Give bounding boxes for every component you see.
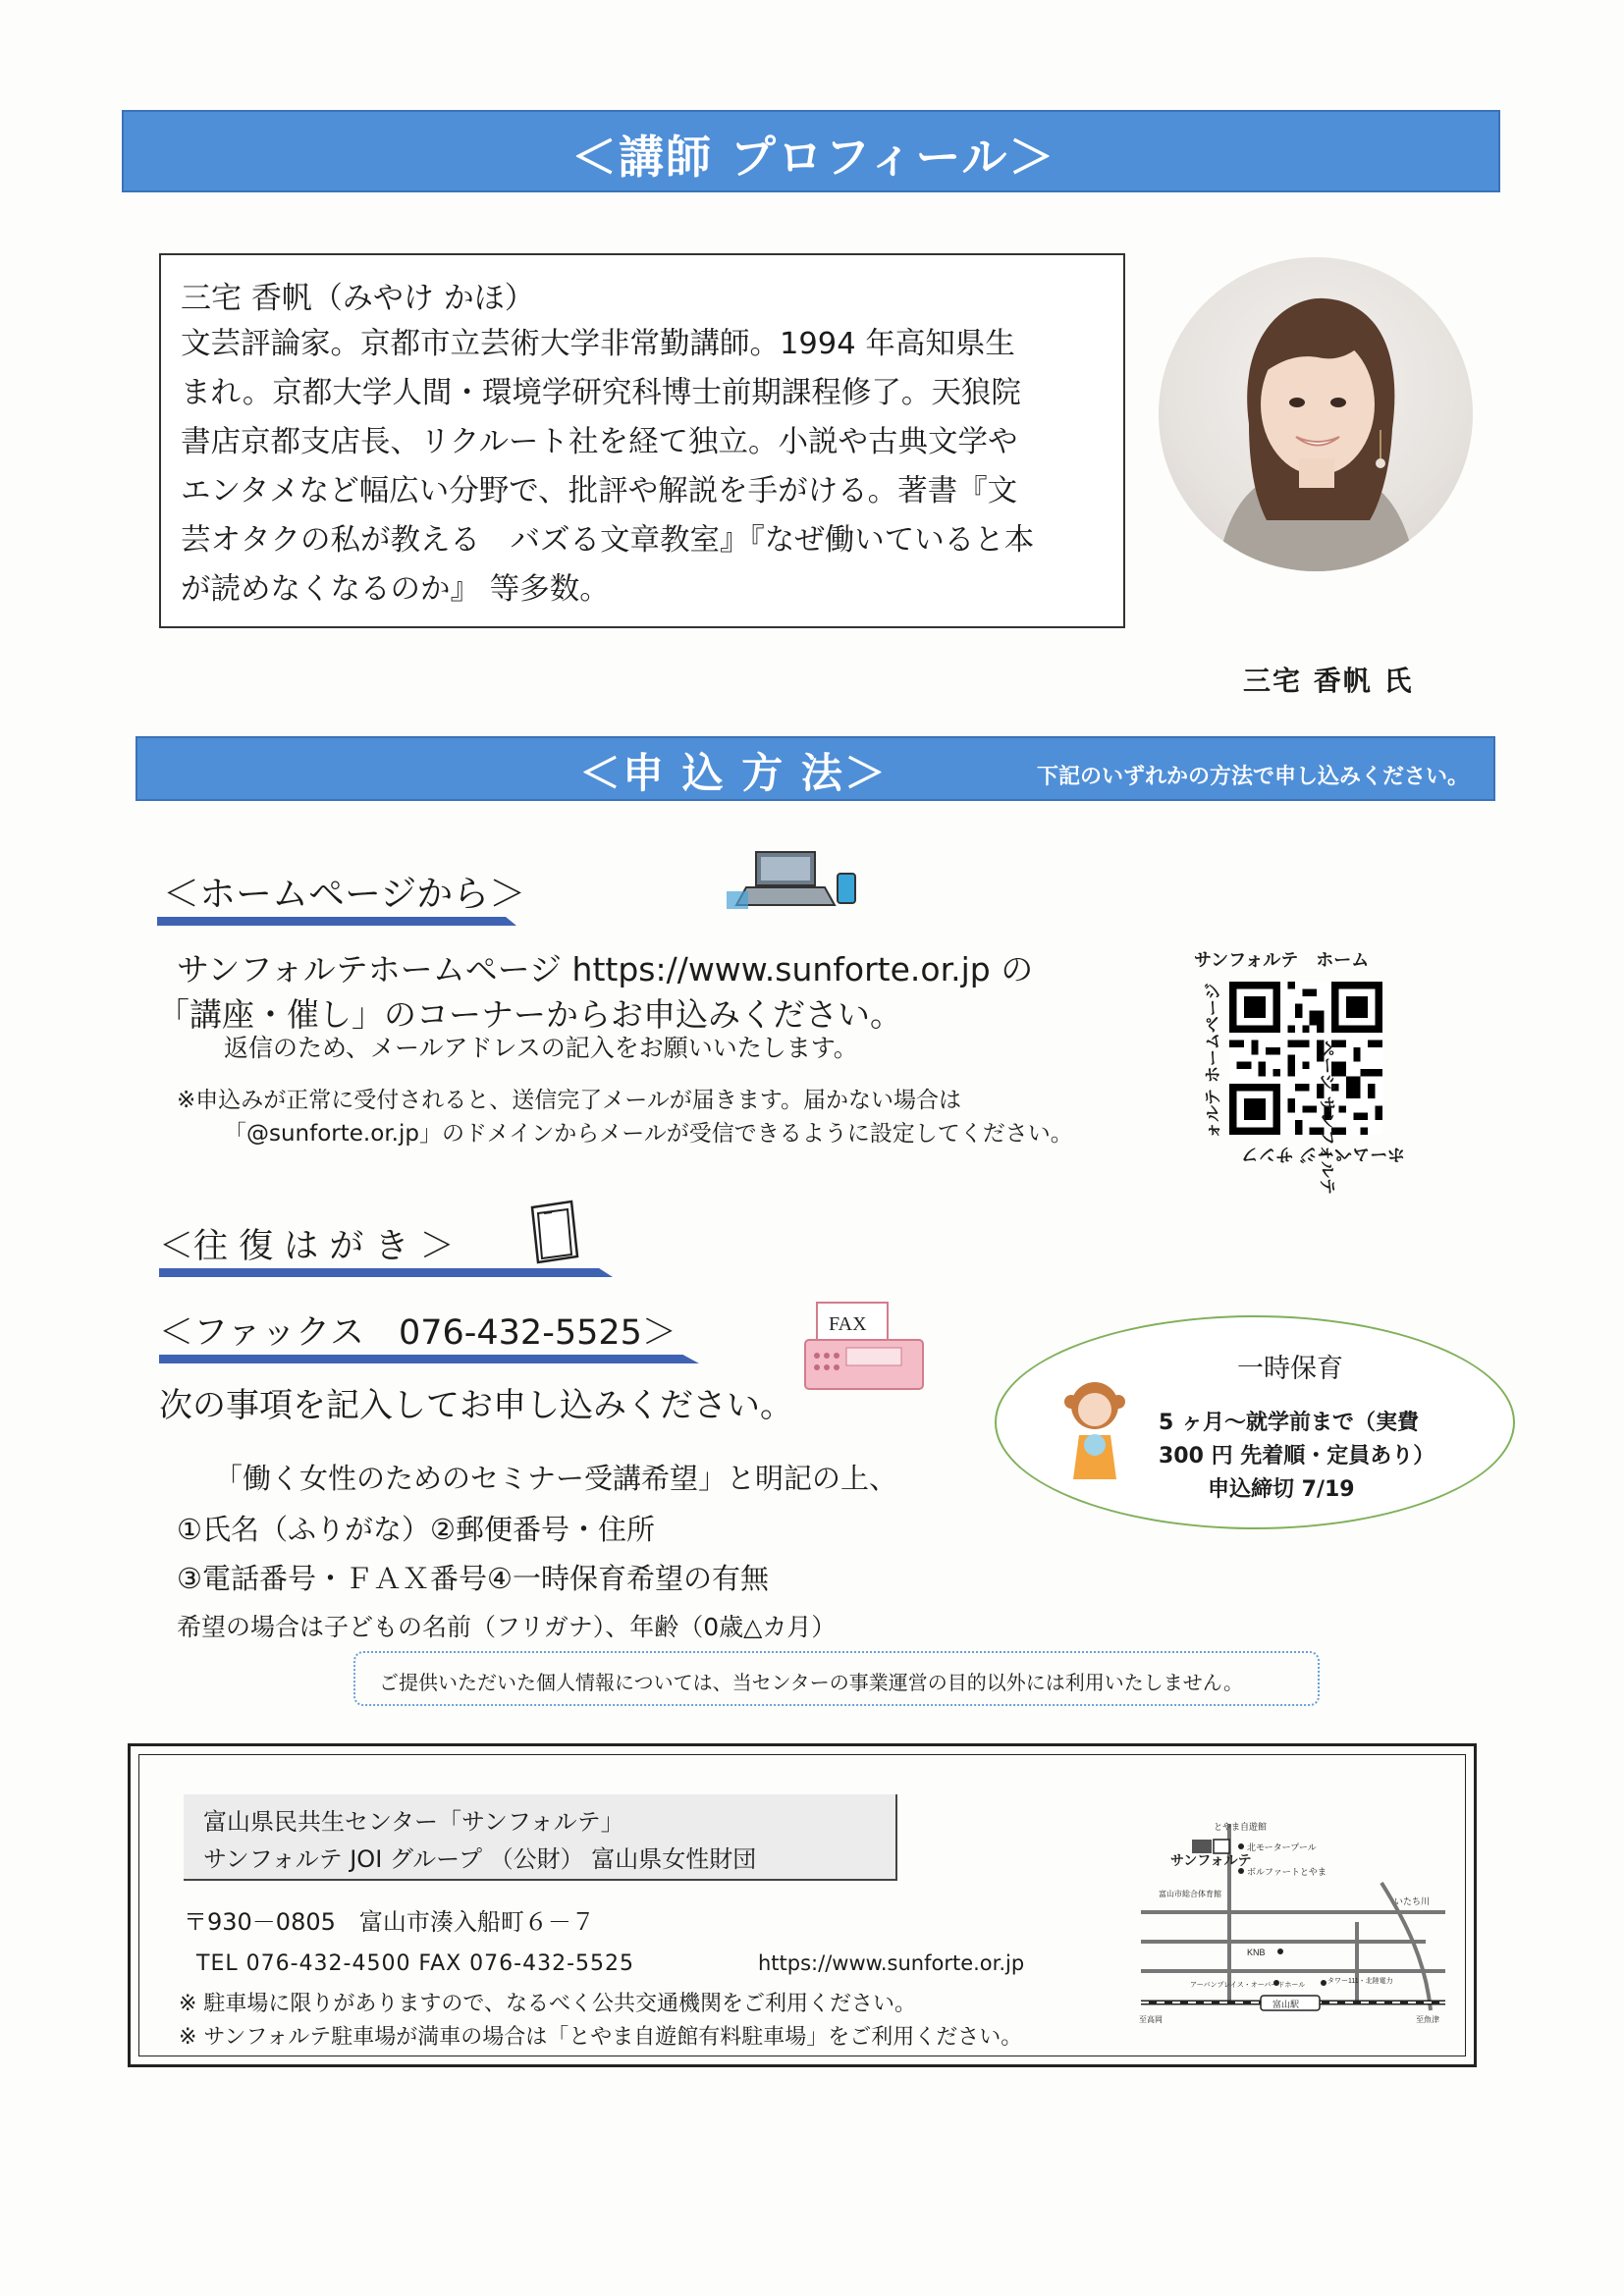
fax-underline (159, 1355, 699, 1363)
footer-address: 〒930－0805 富山市湊入船町６－７ (184, 1908, 595, 1936)
map-label-left-edge: 至高岡 (1139, 2015, 1163, 2024)
map-label-urban: アーバンプレイス・オーバードホール (1190, 1982, 1306, 1989)
map-label-knb: KNB (1247, 1948, 1266, 1957)
bio-line: まれ。京都大学人間・環境学研究科博士前期課程修了。天狼院 (181, 376, 1021, 410)
homepage-heading: ＜ホームページから＞ (163, 873, 526, 915)
bio-line: 芸オタクの私が教える バズる文章教室』『なぜ働いていると本 (181, 523, 1035, 558)
portrait-illustration (1159, 257, 1473, 571)
fax-icon-label: FAX (829, 1313, 867, 1335)
postcard-underline (159, 1268, 613, 1277)
org-box (184, 1794, 897, 1881)
laptop-phone-icon (722, 844, 869, 933)
access-map (1131, 1814, 1455, 2040)
child-note: 希望の場合は子どもの名前（フリガナ）、年齢（0歳△カ月） (177, 1613, 837, 1641)
privacy-notice (353, 1651, 1320, 1706)
childcare-title: 一時保育 (1237, 1354, 1343, 1384)
homepage-line3: 返信のため、メールアドレスの記入をお願いいたします。 (224, 1034, 858, 1062)
fax-machine-icon (803, 1301, 931, 1394)
bio-line: エンタメなど幅広い分野で、批評や解説を手がける。著書『文 (181, 474, 1018, 508)
profile-box (159, 253, 1125, 628)
postcard-icon (524, 1200, 583, 1268)
childcare-line1: 5 ヶ月～就学前まで（実費 (1159, 1411, 1419, 1435)
qr-label-left: ォルテ ホームページ (1204, 983, 1223, 1139)
profile-banner-title: ＜講師 プロフィール＞ (571, 131, 1056, 184)
map-label-right-edge: 至魚津 (1416, 2015, 1439, 2024)
footer-url[interactable]: https://www.sunforte.or.jp (758, 1951, 1025, 1975)
homepage-line2: 「講座・催し」のコーナーからお申込みください。 (157, 995, 902, 1034)
map-label-jiyukan: とやま自遊館 (1214, 1822, 1268, 1832)
map-label-gymnasium: 富山市総合体育館 (1159, 1890, 1221, 1898)
child-illustration-icon (1056, 1376, 1134, 1484)
map-label-itachi: いたち川 (1394, 1896, 1431, 1906)
fax-heading: ＜ファックス 076-432-5525＞ (159, 1313, 677, 1353)
footer-tel-fax: TEL 076-432-4500 FAX 076-432-5525 (196, 1951, 635, 1976)
qr-code[interactable] (1229, 982, 1382, 1135)
bio-line: 書店京都支店長、リクルート社を経て独立。小説や古典文学や (181, 425, 1018, 459)
lecturer-photo (1159, 257, 1473, 571)
lecturer-name: 三宅 香帆（みやけ かほ） (181, 281, 535, 316)
org-line1: 富山県民共生センター「サンフォルテ」 (203, 1808, 624, 1836)
apply-item-2: ①氏名（ふりがな）②郵便番号・住所 (177, 1513, 655, 1546)
footer-inner-frame (138, 1754, 1466, 2056)
lecturer-bio (181, 320, 1113, 614)
homepage-underline (157, 917, 516, 926)
profile-banner (122, 110, 1500, 192)
bio-line: が読めなくなるのか』 等多数。 (181, 572, 610, 607)
qr-label-bottom: ホームページ サンフ (1240, 1144, 1405, 1164)
map-label-tower: タワー111・北陸電力 (1327, 1978, 1393, 1985)
map-label-station: 富山駅 (1272, 2000, 1300, 2009)
apply-item-3: ③電話番号・ＦＡＸ番号④一時保育希望の有無 (177, 1562, 769, 1595)
apply-banner (135, 736, 1495, 801)
qr-label-top: サンフォルテ ホーム (1194, 950, 1370, 971)
childcare-line2: 300 円 先着順・定員あり） (1159, 1444, 1435, 1468)
photo-caption: 三宅 香帆 氏 (1243, 665, 1414, 697)
map-label-bolfarto: ボルファートとやま (1247, 1867, 1326, 1877)
footer-note1: ※ 駐車場に限りがありますので、なるべく公共交通機関をご利用ください。 (179, 1992, 916, 2016)
apply-banner-title: ＜申 込 方 法＞ (579, 749, 888, 797)
apply-item-1: 「働く女性のためのセミナー受講希望」と明記の上、 (214, 1462, 898, 1495)
qr-block (1194, 923, 1430, 1195)
postcard-heading: ＜往 復 は が き ＞ (159, 1227, 455, 1266)
instruction-text: 次の事項を記入してお申し込みください。 (159, 1386, 793, 1425)
qr-label-right: ページ サンフォルテ (1317, 1041, 1336, 1195)
homepage-line1: サンフォルテホームページ https://www.sunforte.or.jp の (177, 950, 1034, 988)
homepage-note1: ※申込みが正常に受付されると、送信完了メールが届きます。届かない場合は (177, 1088, 961, 1113)
childcare-line3: 申込締切 7/19 (1208, 1477, 1355, 1502)
bio-line: 文芸評論家。京都市立芸術大学非常勤講師。1994 年高知県生 (181, 327, 1015, 361)
privacy-text: ご提供いただいた個人情報については、当センターの事業運営の目的以外には利用いたしません。 (379, 1671, 1243, 1694)
map-label-sunforte: サンフォルテ (1170, 1852, 1252, 1868)
org-line2: サンフォルテ JOI グループ （公財） 富山県女性財団 (203, 1845, 757, 1873)
apply-banner-note: 下記のいずれかの方法で申し込みください。 (1037, 765, 1470, 789)
footer (128, 1743, 1477, 2067)
childcare-oval (995, 1315, 1515, 1529)
map-label-motor: 北モータープール (1247, 1842, 1317, 1852)
homepage-note2: 「@sunforte.or.jp」のドメインからメールが受信できるように設定してください。 (224, 1121, 1073, 1147)
footer-note2: ※ サンフォルテ駐車場が満車の場合は「とやま自遊館有料駐車場」をご利用ください。 (179, 2025, 1023, 2050)
